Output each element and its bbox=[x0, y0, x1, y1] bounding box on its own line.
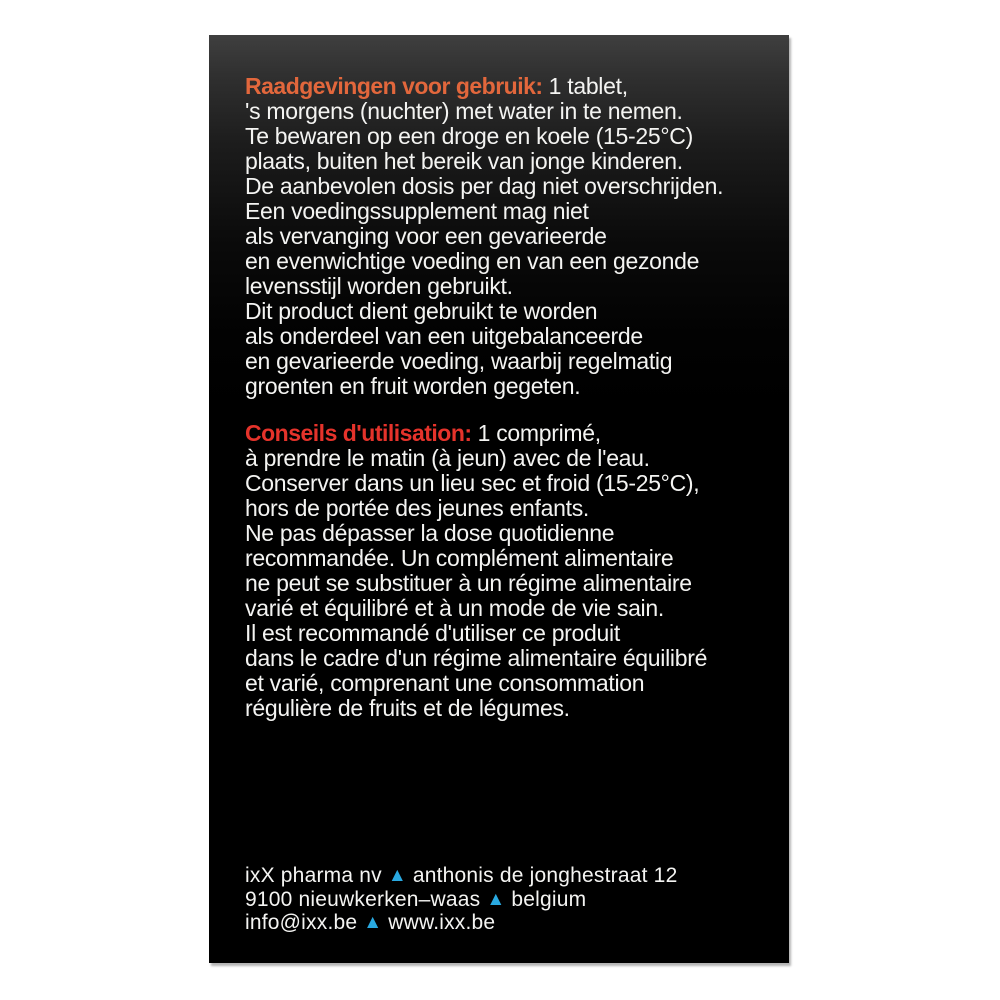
section-dutch-directions bbox=[245, 74, 769, 399]
text-line: Conserver dans un lieu sec et froid (15-25°C), bbox=[245, 470, 700, 496]
text-line: Il est recommandé d'utiliser ce produit bbox=[245, 620, 620, 646]
text-line: Een voedingssupplement mag niet bbox=[245, 198, 589, 224]
text-line: plaats, buiten het bereik van jonge kinderen. bbox=[245, 148, 683, 174]
dutch-heading-rest: 1 tablet, bbox=[542, 73, 628, 99]
text-line: recommandée. Un complément alimentaire bbox=[245, 545, 674, 571]
text-line: Te bewaren op een droge en koele (15-25°C) bbox=[245, 123, 693, 149]
text-line: en gevarieerde voeding, waarbij regelmatig bbox=[245, 348, 673, 374]
french-body-lines bbox=[245, 446, 769, 721]
triangle-icon: ▲ bbox=[363, 912, 383, 933]
text-line: varié et équilibré et à un mode de vie sain. bbox=[245, 595, 664, 621]
text-line: Dit product dient gebruikt te worden bbox=[245, 298, 598, 324]
footer-line-contact bbox=[245, 911, 769, 935]
text-line: dans le cadre d'un régime alimentaire équilibré bbox=[245, 645, 708, 671]
footer-line-company bbox=[245, 864, 769, 888]
text-line: hors de portée des jeunes enfants. bbox=[245, 495, 589, 521]
text-line: Ne pas dépasser la dose quotidienne bbox=[245, 520, 615, 546]
street-address: anthonis de jonghestraat 12 bbox=[412, 864, 678, 887]
text-line: régulière de fruits et de légumes. bbox=[245, 695, 570, 721]
text-line: groenten en fruit worden gegeten. bbox=[245, 373, 581, 399]
text-line: ne peut se substituer à un régime alimentaire bbox=[245, 570, 692, 596]
dutch-heading-line bbox=[245, 74, 769, 99]
french-heading: Conseils d'utilisation: bbox=[245, 420, 472, 446]
country: belgium bbox=[511, 887, 587, 911]
postal-city: 9100 nieuwkerken–waas bbox=[245, 887, 481, 911]
text-line: als vervanging voor een gevarieerde bbox=[245, 223, 607, 249]
manufacturer-address-footer bbox=[245, 864, 769, 935]
text-line: als onderdeel van een uitgebalanceerde bbox=[245, 323, 643, 349]
text-line: 's morgens (nuchter) met water in te nemen. bbox=[245, 98, 683, 124]
email-address: info@ixx.be bbox=[245, 911, 358, 934]
triangle-icon: ▲ bbox=[387, 865, 407, 886]
dutch-body-lines bbox=[245, 99, 769, 399]
section-french-directions bbox=[245, 421, 769, 721]
text-line: levensstijl worden gebruikt. bbox=[245, 273, 513, 299]
company-name: ixX pharma nv bbox=[245, 864, 382, 887]
french-heading-rest: 1 comprimé, bbox=[471, 420, 601, 446]
website-url: www.ixx.be bbox=[388, 911, 496, 934]
text-line: à prendre le matin (à jeun) avec de l'eau. bbox=[245, 445, 650, 471]
triangle-icon: ▲ bbox=[486, 888, 506, 910]
text-line: De aanbevolen dosis per dag niet overschrijden. bbox=[245, 173, 724, 199]
french-heading-line bbox=[245, 421, 769, 446]
package-back-panel bbox=[209, 35, 789, 963]
text-line: et varié, comprenant une consommation bbox=[245, 670, 645, 696]
text-line: en evenwichtige voeding en van een gezonde bbox=[245, 248, 700, 274]
footer-line-city bbox=[245, 888, 769, 912]
dutch-heading: Raadgevingen voor gebruik: bbox=[245, 73, 543, 99]
